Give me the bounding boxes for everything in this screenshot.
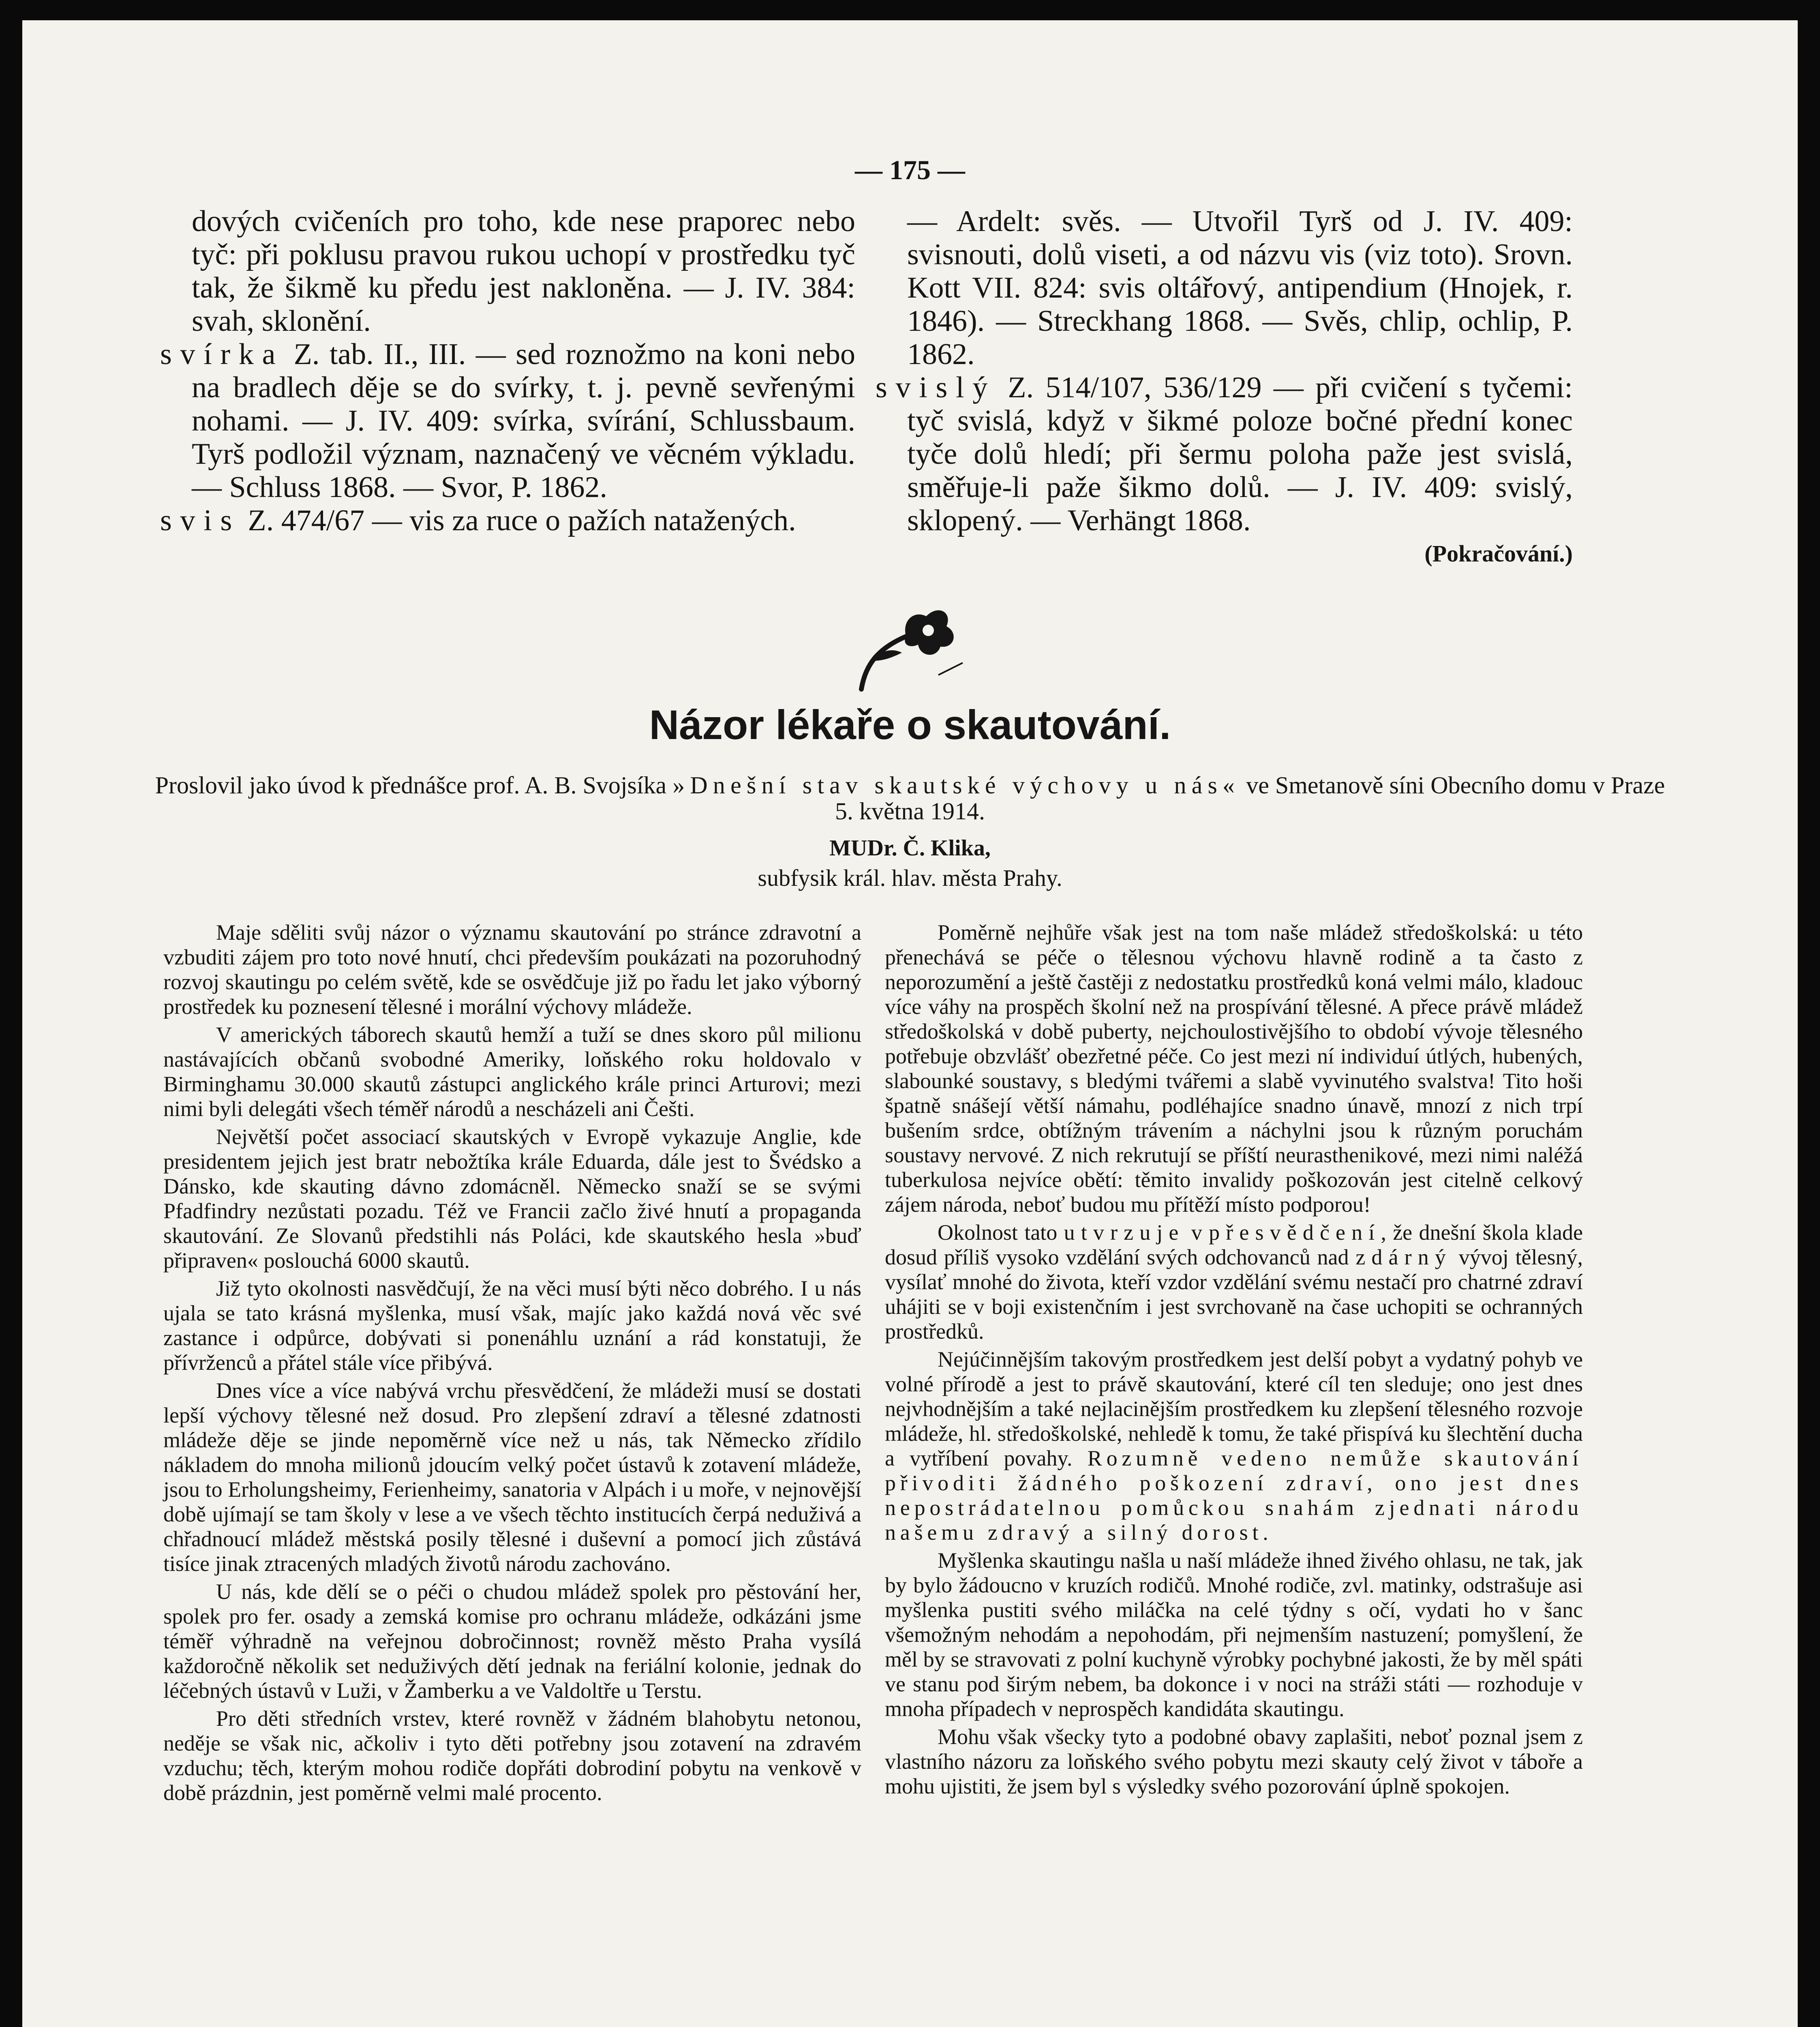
entry-headword: svírka (160, 338, 284, 371)
article-subtitle (144, 772, 1676, 824)
article-paragraph: Myšlenka skautingu našla u naší mládeže ihned živého ohlasu, ne tak, jak by bylo žádoucno v kruzích rodičů. Mnohé rodiče, zvl. matinky, odstrašuje asi myšlenka pustiti svého miláčka na celé týdny s očí, vydati ho v šanc všemožným nehodám a nepohodám, při nejmenším nastuzení; pomyšlení, že měl by se stravovati z polní kuchyně výrobky pochybné jakosti, že by měl spáti ve stanu pod širým nebem, ba dokonce i v noci na stráži státi — rozhoduje v mnoha případech v neprospěch kandidáta skautingu. (885, 1548, 1583, 1721)
article-paragraph: Maje sděliti svůj názor o významu skautování po stránce zdravotní a vzbuditi zájem pro toto nové hnutí, chci především poukázati na pozoruhodný rozvoj skautingu po celém světě, kde se osvědčuje již po řadu let jako výborný prostředek ku poznesení tělesné i morální výchovy mládeže. (163, 920, 861, 1019)
article-paragraph: Již tyto okolnosti nasvědčují, že na věci musí býti něco dobrého. I u nás ujala se tato krásná myšlenka, musí však, majíc jako každá nová věc své zastance i odpůrce, dobývati si ponenáhlu uznání a rád konstatuji, že přívrženců a přátel stále více přibývá. (163, 1276, 861, 1375)
dictionary-paragraph: dových cvičeních pro toho, kde nese praporec nebo tyč: při poklusu pravou rukou uchopí v prostředku tyč tak, že šikmě ku předu jest nakloněna. — J. IV. 384: svah, sklonění. (192, 205, 855, 338)
dictionary-entry-svisly (876, 371, 1573, 537)
entry-text: Z. 474/67 — vis za ruce o pažích natažených. (240, 504, 796, 537)
article-paragraph: Mohu však všecky tyto a podobné obavy zaplašiti, neboť poznal jsem z vlastního názoru za loňského svého pobytu mezi skauty celý život v táboře a mohu ujistiti, že jsem byl s výsledky svého pozorování úplně spokojen. (885, 1725, 1583, 1798)
dictionary-entry-svirka (160, 338, 855, 504)
dictionary-right-column (876, 205, 1573, 570)
subtitle-text: ve Smetanově síni Obecního domu v Praze 5. května 1914. (835, 772, 1665, 825)
entry-headword: svis (160, 504, 241, 537)
article-paragraph: V amerických táborech skautů hemží a tuží se dnes skoro půl milionu nastávajících občanů svobodné Ameriky, loňského roku holdovalo v Birminghamu 30.000 skautů zástupci anglického krále princi Arturovi; mezi nimi byli delegáti všech téměř národů a nescházeli ani Češti. (163, 1022, 861, 1121)
dictionary-entry-svis (160, 504, 855, 537)
article-paragraph: Dnes více a více nabývá vrchu přesvědčení, že mládeži musí se dostati lepší výchovy tělesné než dosud. Pro zlepšení zdraví a tělesné zdatnosti mládeže děje se jinde nepoměrně více než u nás, tak Německo zřídilo nákladem do mnoha milionů jdoucím velký počet ústavů k zotavení mládeže, jsou to Erholungsheimy, Ferienheimy, sanatoria v Alpách i u moře, v nejnovější době ujímají se tam školy v lese a ve všech těchto institucích čerpá neduživá a chřadnoucí mládež městská posily tělesné i duševní a pomocí jich zůstává tisíce jinak ztracených mladých životů národu zachováno. (163, 1378, 861, 1576)
flower-ornament-icon (845, 588, 967, 693)
text-run: Nejúčinnějším takovým prostředkem jest delší pobyt a vydatný pohyb ve volné přírodě a jest to právě skautování, které cíl ten sleduje; ono jest dnes nejvhodnějším a také nejlacinějším prostředkem ku zlepšení tělesného rozvoje mládeže, hl. středoškolské, nehledě k tomu, že také přispívá ku šlechtění ducha a vytříbení povahy. (885, 1347, 1583, 1470)
text-run: Okolnost tato (938, 1220, 1064, 1245)
spaced-text: Rozumně vedeno nemůže skautování přivoditi žádného poškození zdraví, ono jest dnes nepostrádatelnou pomůckou snahám zjednati národu našemu zdravý a silný dorost. (885, 1446, 1583, 1545)
text-run: vývoj tělesný, vysílať mnohé do života, kteří vzdor vzdělání svému nestačí pro chatrné zdraví uhájiti se v boji existenčním i jest svrchovaně na čase uchopiti se ochranných prostředků. (885, 1245, 1583, 1343)
entry-text: Z. 514/107, 536/129 — při cvičení s tyčemi: tyč svislá, když v šikmé poloze bočné přední konec tyče dolů hledí; při šermu poloha paže jest svislá, směřuje-li paže šikmo dolů. — J. IV. 409: svislý, sklopený. — Verhängt 1868. (907, 371, 1573, 537)
dictionary-left-column (160, 205, 855, 537)
entry-text: Z. tab. II., III. — sed roznožmo na koni nebo na bradlech děje se do svírky, t. j. pevně sevřenými nohami. — J. IV. 409: svírka, svírání, Schlussbaum. Tyrš podložil význam, naznačený ve věcném výkladu. — Schluss 1868. — Svor, P. 1862. (192, 338, 855, 504)
article-paragraph (885, 1347, 1583, 1545)
dictionary-paragraph: — Ardelt: svěs. — Utvořil Tyrš od J. IV. 409: svisnouti, dolů viseti, a od názvu vis (viz toto). Srovn. Kott VII. 824: svis oltářový, antipendium (Hnojek, r. 1846). — Streckhang 1868. — Svěs, chlip, ochlip, P. 1862. (907, 205, 1573, 371)
continuation-note: (Pokračování.) (1424, 540, 1573, 567)
article-right-column (885, 920, 1583, 1802)
article-paragraph: Největší počet associací skautských v Evropě vykazuje Anglie, kde presidentem jejich jest bratr nebožtíka krále Eduarda, dále jest to Švédsko a Dánsko, kde skauting dávno zdomácněl. Německo snaží se se svými Pfadfindry nezůstati pozadu. Též ve Francii začlo živé hnutí a propaganda skautování. Ze Slovanů předstihli nás Poláci, kde skautského hesla »buď připraven« poslouchá 6000 skautů. (163, 1125, 861, 1273)
lecture-title: »Dnešní stav skautské výchovy u nás« (672, 772, 1240, 799)
article-left-column (163, 920, 861, 1808)
spaced-text: utvrzuje (1064, 1220, 1185, 1245)
article-title: Názor lékaře o skautování. (649, 702, 1171, 748)
subtitle-text: Proslovil jako úvod k přednášce prof. A. B. Svojsíka (155, 772, 673, 799)
spaced-text: přesvědčení (1209, 1220, 1381, 1245)
spaced-text: zdárný (1355, 1245, 1452, 1269)
entry-headword: svislý (876, 371, 996, 404)
page (22, 20, 1798, 2027)
author-title: subfysik král. hlav. města Prahy. (758, 865, 1062, 891)
article-paragraph: U nás, kde dělí se o péči o chudou mládež spolek pro pěstování her, spolek pro fer. osady a zemská komise pro ochranu mládeže, odkázáni jsme téměř výhradně na veřejnou dobročinnost; rovněž město Praha vysílá každoročně několik set neduživých dětí jednak na feriální kolonie, jednak do léčebných ústavů v Luži, v Žamberku a ve Valdoltře u Terstu. (163, 1579, 861, 1703)
text-run: , že dnešní škola klade dosud příliš vysoko vzdělání svých odchovanců nad (885, 1220, 1583, 1269)
article-paragraph: Pro děti středních vrstev, které rovněž v žádném blahobytu netonou, neděje se však nic, ačkoliv i tyto děti potřebny jsou zotavení na zdravém vzduchu; těch, kterým mohou rodiče dopřáti dobrodiní pobytu na venkově v době prázdnin, jest poměrně velmi malé procento. (163, 1706, 861, 1805)
article-paragraph: Poměrně nejhůře však jest na tom naše mládež středoškolská: u této přenechává se péče o tělesnou výchovu hlavně rodině a ta často z neporozumění a ještě častěji z nedostatku prostředků koná velmi málo, kladouc více váhy na prospěch školní než na prospívání tělesné. A přece právě mládež středoškolská v době puberty, nejchoulostivějšího to období vývoje tělesného potřebuje obzvlášť obezřetné péče. Co jest mezi ní individuí útlých, hubených, slabounké soustavy, s bledými tvářemi a slabě vyvinutého svalstva! Tito hoši špatně snášejí větší námahu, podléhajíce snadno únavě, mnozí z nich trpí bušením srdce, obtížným trávením a náchylni jsou k různým poruchám soustavy nervové. Z nich rekrutují se příští neurasthenikové, mezi nimi naléžá tuberkulosa nejvíce obětí: těmito invalidy poškozován jest citelně celkový zájem národa, neboť budou mu přítěží místo podporou! (885, 920, 1583, 1217)
article-author: MUDr. Č. Klika, (829, 836, 991, 861)
page-number: — 175 — (855, 154, 965, 185)
text-run: v (1184, 1220, 1209, 1245)
article-paragraph (885, 1220, 1583, 1344)
